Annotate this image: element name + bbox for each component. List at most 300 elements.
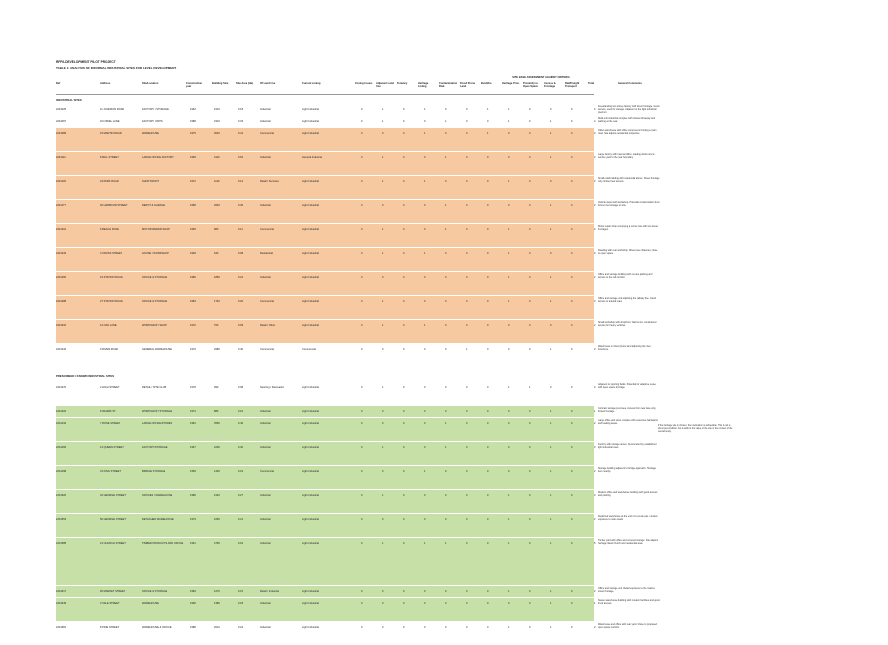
- cell-score: 1: [550, 542, 552, 545]
- cell-score: 0: [361, 446, 363, 449]
- cell-score: 0: [487, 518, 489, 521]
- cell-floor-area: 2640: [214, 204, 220, 207]
- cell-score: 0: [487, 494, 489, 497]
- cell-score: 0: [424, 120, 426, 123]
- cell-ref: 2231089: [56, 132, 67, 135]
- cell-floor-area: 1510: [214, 108, 220, 111]
- cell-score: 0: [487, 542, 489, 545]
- cell-land-use: Commercial: [260, 228, 274, 231]
- cell-score: 0: [361, 386, 363, 389]
- cell-zoning: Commercial: [302, 348, 316, 351]
- cell-score: 1: [445, 422, 447, 425]
- table-row: [56, 406, 594, 417]
- cell-year: 1972: [190, 180, 196, 183]
- cell-floor-area: 3550: [214, 422, 220, 425]
- cell-score: 0: [382, 132, 384, 135]
- cell-land-use: Industrial: [260, 494, 271, 497]
- table-row: [56, 344, 594, 367]
- cell-score: 0: [403, 300, 405, 303]
- cell-score: 0: [466, 300, 468, 303]
- cell-score: 0: [445, 276, 447, 279]
- cell-score: 2: [594, 324, 596, 327]
- cell-zoning: Light Industrial: [302, 470, 319, 473]
- cell-ref: 2231553: [56, 518, 67, 521]
- cell-site-area: 0.18: [238, 108, 244, 111]
- cell-site-area: 0.22: [238, 276, 244, 279]
- cell-score: 0: [508, 602, 510, 605]
- cell-score: 0: [424, 494, 426, 497]
- cell-address: 6 BEACH ROAD: [100, 228, 120, 231]
- cell-score: 1: [550, 120, 552, 123]
- cell-score: 0: [571, 204, 573, 207]
- cell-comment: Small retail building with residential above. Street frontage only, limited rear access.: [598, 177, 660, 184]
- cell-land-use: Commercial: [260, 132, 274, 135]
- cell-zoning: Light Industrial: [302, 132, 319, 135]
- cell-score: 0: [529, 626, 531, 629]
- cell-score: 1: [382, 386, 384, 389]
- cell-score: 0: [382, 422, 384, 425]
- cell-ref: 2231145: [56, 180, 66, 183]
- cell-score: 0: [403, 590, 405, 593]
- cell-ref: 2231233: [56, 252, 67, 255]
- cell-comment: Newer warehouse building with modern facilities and good truck access.: [598, 599, 660, 606]
- cell-score: 0: [571, 348, 573, 351]
- cell-year: 1988: [190, 120, 196, 123]
- cell-comment: Large factory with internal office, loading docks and a service yard to the rear boundary.: [598, 153, 655, 160]
- cell-score: 0: [466, 180, 468, 183]
- table-row: [56, 272, 594, 295]
- cell-year: 1983: [190, 300, 196, 303]
- cell-land-use: Industrial: [260, 204, 271, 207]
- cell-score: 0: [508, 348, 510, 351]
- cell-score: 0: [361, 324, 363, 327]
- cell-score: 0: [466, 228, 468, 231]
- cell-site-area: 0.20: [238, 300, 244, 303]
- cell-land-use: Industrial: [260, 446, 271, 449]
- cell-ref: 2231370: [56, 386, 67, 389]
- cell-score: 0: [508, 132, 510, 135]
- cell-score: 0: [424, 228, 426, 231]
- cell-floor-area: 640: [214, 252, 219, 255]
- cell-description: OFFICES / WAREHOUSE: [142, 494, 173, 497]
- cell-score: 0: [508, 446, 510, 449]
- cell-description: FACTORY/STORAGE: [142, 446, 168, 449]
- cell-score: 0: [487, 204, 489, 207]
- cell-score: 0: [550, 108, 552, 111]
- cell-score: 0: [571, 108, 573, 111]
- cell-site-area: 0.46: [238, 422, 244, 425]
- cell-floor-area: 1380: [214, 602, 220, 605]
- cell-score: 1: [550, 276, 552, 279]
- cell-score: 0: [382, 470, 384, 473]
- cell-floor-area: 2200: [214, 446, 220, 449]
- header-criterion: Heritage Listing: [418, 82, 429, 89]
- cell-ref: 2231112: [56, 156, 66, 159]
- cell-year: 1979: [190, 518, 196, 521]
- cell-year: 1978: [190, 386, 196, 389]
- cell-score: 0: [529, 602, 531, 605]
- cell-zoning: Light Industrial: [302, 108, 319, 111]
- table-row: [56, 176, 594, 199]
- cell-score: 0: [424, 626, 426, 629]
- cell-score: 0: [466, 252, 468, 255]
- cell-score: 3: [594, 180, 596, 183]
- cell-site-area: 0.12: [238, 180, 244, 183]
- cell-score: 0: [361, 348, 363, 351]
- cell-address: 40 HARBOUR STREET: [100, 204, 128, 207]
- cell-score: 0: [466, 590, 468, 593]
- cell-score: 0: [445, 348, 447, 351]
- cell-ref: 2231402: [56, 410, 67, 413]
- cell-ref: 2231025: [56, 108, 67, 111]
- cell-comment: Older warehouse with office component fronting a main road. Site adjoins residential properties.: [598, 129, 657, 136]
- cell-score: 0: [571, 156, 573, 159]
- cell-score: 0: [424, 156, 426, 159]
- cell-score: 1: [382, 156, 384, 159]
- table-row: [56, 442, 594, 465]
- cell-score: 3: [594, 300, 596, 303]
- cell-ref: 2231498: [56, 470, 67, 473]
- header-year: Construction year: [186, 82, 203, 89]
- cell-score: 0: [487, 602, 489, 605]
- cell-year: 1967: [190, 446, 196, 449]
- document-title: RFP/LDEVELOPMENT PILOT PROJECT: [56, 60, 116, 64]
- cell-address: 21 CHURCH STREET: [100, 542, 126, 545]
- table-row: [56, 116, 594, 127]
- cell-score: 1: [550, 132, 552, 135]
- cell-score: 1: [550, 602, 552, 605]
- cell-score: 0: [424, 602, 426, 605]
- cell-score: 0: [487, 422, 489, 425]
- table-row: [56, 418, 594, 441]
- cell-score: 0: [361, 228, 363, 231]
- cell-land-use: Retail / Other: [260, 324, 276, 327]
- cell-site-area: 0.08: [238, 386, 244, 389]
- cell-score: 0: [403, 156, 405, 159]
- header-criterion: Proximity to Open Space: [523, 82, 538, 89]
- cell-comment: Detached warehouse at the end of a cul-de-sac. Limited exposure to main roads.: [598, 515, 658, 522]
- cell-score: 0: [361, 204, 363, 207]
- cell-score: 0: [403, 132, 405, 135]
- cell-year: 1986: [190, 494, 196, 497]
- cell-score: 0: [466, 626, 468, 629]
- cell-comment: Freestanding two storey factory with direct frontage. Good access, used for storage. Adjacent to the light industrial precinct.: [598, 105, 660, 115]
- cell-score: 0: [529, 156, 531, 159]
- cell-zoning: Light Industrial: [302, 300, 319, 303]
- cell-year: 1990: [190, 602, 196, 605]
- table-row: [56, 382, 594, 405]
- cell-score: 0: [466, 132, 468, 135]
- cell-ref: 2231681: [56, 626, 67, 629]
- cell-score: 0: [403, 518, 405, 521]
- cell-score: 0: [571, 602, 573, 605]
- cell-year: 1962: [190, 108, 196, 111]
- cell-score: 1: [382, 180, 384, 183]
- cell-land-use: Industrial: [260, 276, 271, 279]
- cell-comment: Large office and store complex with extensive hardstand and loading areas.: [598, 419, 658, 426]
- header-zoning: Current zoning: [302, 82, 321, 85]
- cell-address: 3 CROSS STREET: [100, 252, 123, 255]
- cell-score: 0: [382, 276, 384, 279]
- cell-score: 3: [594, 132, 596, 135]
- cell-score: 0: [382, 626, 384, 629]
- cell-score: 0: [466, 518, 468, 521]
- cell-year: 1984: [190, 590, 196, 593]
- cell-score: 1: [424, 132, 426, 135]
- cell-score: 0: [466, 446, 468, 449]
- cell-score: 0: [424, 518, 426, 521]
- cell-floor-area: 760: [214, 324, 219, 327]
- cell-score: 1: [382, 446, 384, 449]
- cell-ref: 2231067: [56, 120, 67, 123]
- cell-score: 0: [508, 422, 510, 425]
- cell-address: 19 STATION ROAD: [100, 276, 123, 279]
- cell-score: 0: [361, 518, 363, 521]
- cell-score: 0: [487, 120, 489, 123]
- cell-score: 1: [508, 120, 510, 123]
- cell-floor-area: 2980: [214, 348, 220, 351]
- cell-comment: Adjacent to sporting fields. Potential for adaptive reuse with open space frontage.: [598, 383, 656, 390]
- cell-description: FACTORY UNITS: [142, 120, 163, 123]
- cell-description: MOTOR REPAIR SHOP: [142, 228, 170, 231]
- cell-score: 0: [445, 252, 447, 255]
- cell-site-area: 0.08: [238, 252, 244, 255]
- header-comments: General Comments: [618, 82, 642, 85]
- cell-land-use: Residential: [260, 252, 273, 255]
- cell-score: 0: [403, 120, 405, 123]
- cell-score: 2: [594, 518, 596, 521]
- cell-comment: Motor repair shop occupying a corner site with two street frontages.: [598, 225, 658, 232]
- cell-zoning: Light Industrial: [302, 542, 319, 545]
- cell-zoning: Light Industrial: [302, 446, 319, 449]
- cell-description: WAREHOUSE: [142, 602, 159, 605]
- cell-score: 0: [571, 626, 573, 629]
- cell-score: 3: [594, 252, 596, 255]
- cell-score: 0: [403, 324, 405, 327]
- cell-ref: 2231434: [56, 422, 67, 425]
- cell-year: 1980: [190, 276, 196, 279]
- table-row: [56, 538, 594, 585]
- cell-description: FACTORY / STORAGE: [142, 108, 169, 111]
- cell-zoning: Light Industrial: [302, 180, 319, 183]
- cell-score: 1: [594, 602, 596, 605]
- cell-comment: Vehicle depot with workshop. Potential contamination from former fuel storage on site.: [598, 201, 660, 208]
- cell-score: 1: [550, 410, 552, 413]
- cell-score: 0: [361, 132, 363, 135]
- cell-score: 0: [466, 108, 468, 111]
- cell-land-use: Commercial: [260, 348, 274, 351]
- cell-score: 1: [550, 300, 552, 303]
- cell-score: 1: [382, 324, 384, 327]
- cell-score: 0: [424, 386, 426, 389]
- cell-score: 0: [361, 494, 363, 497]
- header-criterion: Adjacent Land Use: [376, 82, 394, 89]
- cell-score: 0: [487, 324, 489, 327]
- cell-description: TIMBER PRODUCTS AND OFFICE: [142, 542, 184, 545]
- cell-site-area: 0.15: [238, 590, 244, 593]
- cell-score: 0: [445, 590, 447, 593]
- cell-land-use: Industrial: [260, 410, 271, 413]
- cell-ref: 2231288: [56, 300, 67, 303]
- cell-score: 0: [424, 446, 426, 449]
- cell-score: 1: [445, 446, 447, 449]
- cell-ref: 2231466: [56, 446, 67, 449]
- cell-site-area: 0.52: [238, 156, 244, 159]
- cell-score: 0: [445, 410, 447, 413]
- cell-zoning: Light Industrial: [302, 422, 319, 425]
- cell-score: 0: [571, 446, 573, 449]
- cell-ref: 2231649: [56, 602, 67, 605]
- cell-score: 0: [382, 410, 384, 413]
- cell-score: 1: [550, 494, 552, 497]
- cell-score: 1: [466, 348, 468, 351]
- cell-score: 0: [445, 324, 447, 327]
- cell-score: 0: [571, 410, 573, 413]
- cell-comment: Contract storage premises. Access from rear lane only, limited frontage.: [598, 407, 657, 414]
- header-rule: [56, 94, 594, 95]
- cell-land-use: Industrial: [260, 518, 271, 521]
- cell-score: 0: [361, 300, 363, 303]
- cell-land-use: Retail / Services: [260, 180, 279, 183]
- cell-score: 1: [424, 180, 426, 183]
- cell-address: 5 WHARF ST: [100, 410, 116, 413]
- cell-score: 0: [529, 252, 531, 255]
- cell-address: 11 JOHNSON ROAD: [100, 108, 125, 111]
- cell-score: 1: [508, 386, 510, 389]
- cell-score: 1: [508, 276, 510, 279]
- cell-score: 0: [466, 120, 468, 123]
- cell-ref: 2231585: [56, 542, 67, 545]
- cell-score: 0: [529, 410, 531, 413]
- cell-zoning: Light Industrial: [302, 602, 319, 605]
- cell-score: 0: [403, 422, 405, 425]
- cell-address: 42 GEORGE STREET: [100, 494, 126, 497]
- header-criterion: Flood Prone Land: [460, 82, 476, 89]
- cell-score: 0: [445, 602, 447, 605]
- cell-zoning: Light Industrial: [302, 276, 319, 279]
- cell-score: 4: [594, 108, 596, 111]
- cell-score: 0: [403, 602, 405, 605]
- cell-floor-area: 3020: [214, 132, 220, 135]
- cell-score: 1: [445, 228, 447, 231]
- cell-ref: 2231201: [56, 228, 67, 231]
- cell-address: 3 VALE STREET: [100, 602, 120, 605]
- cell-site-area: 0.18: [238, 602, 244, 605]
- cell-zoning: Light Industrial: [302, 120, 319, 123]
- cell-score: 0: [403, 180, 405, 183]
- cell-comment: Factory with storage annex. Surrounded by established light industrial uses.: [598, 443, 657, 450]
- cell-floor-area: 4110: [214, 156, 220, 159]
- cell-score: 0: [382, 590, 384, 593]
- cell-description: DETACHED WAREHOUSE: [142, 518, 174, 521]
- cell-score: 0: [466, 386, 468, 389]
- cell-score: 1: [550, 422, 552, 425]
- cell-score: 0: [529, 422, 531, 425]
- cell-score: 0: [424, 348, 426, 351]
- cell-score: 0: [445, 132, 447, 135]
- header-criterion: Rail/Freight Transport: [565, 82, 580, 89]
- cell-site-area: 0.33: [238, 120, 244, 123]
- cell-score: 0: [529, 542, 531, 545]
- cell-site-area: 0.11: [238, 228, 243, 231]
- cell-zoning: Light Industrial: [302, 228, 319, 231]
- cell-score: 1: [550, 348, 552, 351]
- cell-land-use: Commercial: [260, 470, 274, 473]
- cell-score: 0: [487, 228, 489, 231]
- cell-score: 0: [550, 252, 552, 255]
- cell-score: 2: [594, 204, 596, 207]
- cell-ref: 2231260: [56, 276, 67, 279]
- cell-score: 0: [466, 276, 468, 279]
- cell-score: 0: [403, 470, 405, 473]
- cell-score: 0: [550, 180, 552, 183]
- cell-comment: Modern office and warehouse building with good access and parking.: [598, 491, 658, 498]
- table-row: [56, 586, 594, 597]
- cell-comment: Timber yard with office and covered storage. Site adjoins heritage listed church and residential area.: [598, 539, 659, 546]
- cell-floor-area: 2140: [214, 494, 220, 497]
- cell-score: 0: [424, 300, 426, 303]
- cell-score: 0: [571, 132, 573, 135]
- cell-score: 2: [594, 276, 596, 279]
- cell-score: 1: [424, 542, 426, 545]
- cell-comment: Storage building adjacent to bridge approach. Heritage item nearby.: [598, 467, 656, 474]
- cell-score: 0: [571, 518, 573, 521]
- cell-description: OFFICE & STORAGE: [142, 276, 168, 279]
- cell-score: 2: [594, 590, 596, 593]
- cell-floor-area: 1430: [214, 470, 220, 473]
- cell-score: 0: [403, 348, 405, 351]
- cell-score: 1: [550, 204, 552, 207]
- cell-score: 0: [361, 276, 363, 279]
- cell-score: 0: [466, 204, 468, 207]
- document-subtitle: TABLE 1: ANALYSIS OF INFORMAL INDUSTRIAL SITES FOR LEVEL DEVELOPMENT: [56, 66, 177, 70]
- cell-score: 1: [508, 542, 510, 545]
- cell-score: 1: [445, 204, 447, 207]
- cell-description: GENERAL WAREHOUSE: [142, 348, 172, 351]
- cell-score: 2: [594, 422, 596, 425]
- cell-score: 0: [571, 120, 573, 123]
- cell-floor-area: 980: [214, 228, 219, 231]
- table-row: [56, 320, 594, 343]
- section-heading-prescribed: PRESCRIBED / KNOWN INDUSTRIAL SITES: [56, 374, 115, 378]
- cell-floor-area: 4760: [214, 542, 220, 545]
- cell-site-area: 0.21: [238, 518, 244, 521]
- header-criterion: Total: [588, 82, 595, 85]
- cell-score: 0: [445, 626, 447, 629]
- cell-score: 0: [403, 228, 405, 231]
- cell-score: 0: [466, 470, 468, 473]
- cell-zoning: General Industrial: [302, 156, 323, 159]
- header-criterion: Bushfire: [481, 82, 492, 85]
- cell-description: LARGE OFFICE FACTORY: [142, 156, 174, 159]
- cell-score: 0: [466, 602, 468, 605]
- cell-score: 0: [403, 626, 405, 629]
- cell-score: 1: [382, 252, 384, 255]
- cell-score: 0: [571, 494, 573, 497]
- cell-description: WAREHOUSE & OFFICE: [142, 626, 172, 629]
- table-row: [56, 598, 594, 621]
- cell-score: 1: [550, 626, 552, 629]
- cell-score: 0: [508, 204, 510, 207]
- cell-zoning: Light Industrial: [302, 626, 319, 629]
- cell-year: 1969: [190, 156, 196, 159]
- cell-score: 0: [487, 470, 489, 473]
- cell-score: 1: [550, 228, 552, 231]
- cell-land-use: Industrial: [260, 422, 271, 425]
- cell-score: 0: [361, 422, 363, 425]
- cell-site-area: 0.10: [238, 410, 244, 413]
- cell-score: 1: [382, 300, 384, 303]
